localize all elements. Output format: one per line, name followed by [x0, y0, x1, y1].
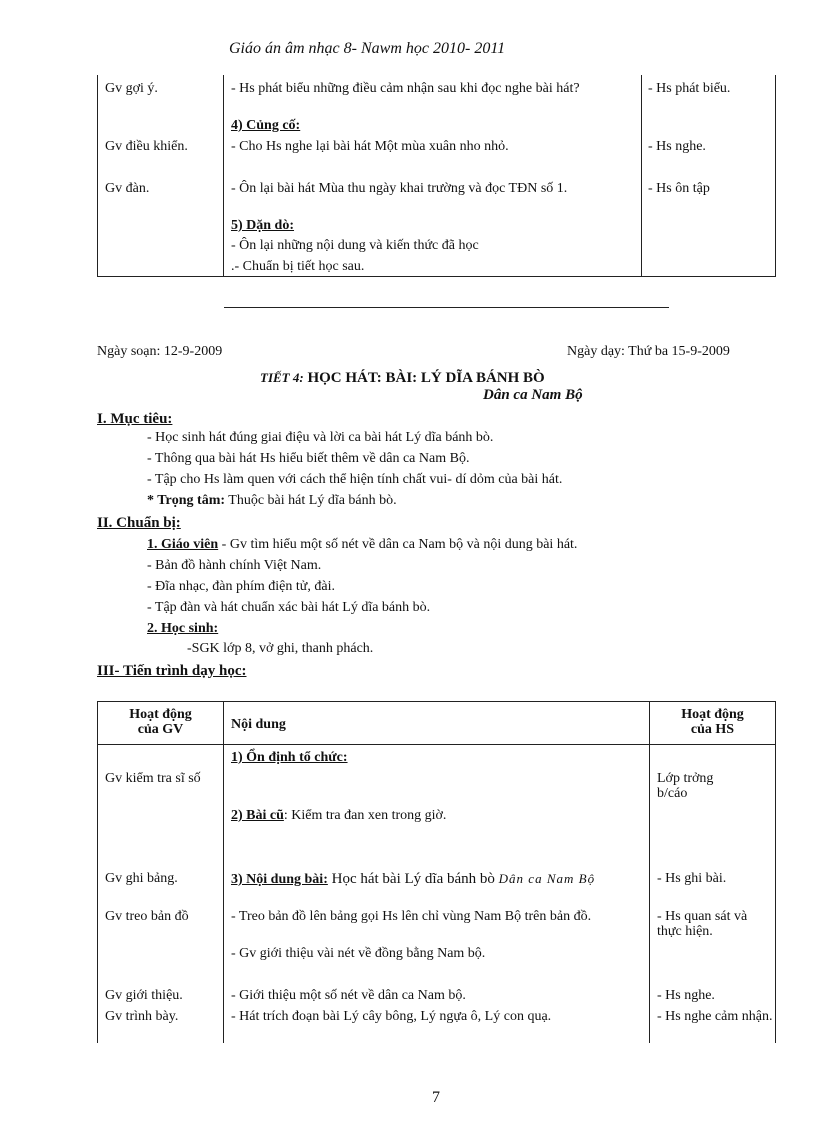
- old-text: : Kiểm tra đan xen trong giờ.: [283, 808, 447, 823]
- new-label: 3) Nội dung bài:: [231, 872, 328, 887]
- content-text: - Ôn lại bài hát Mùa thu ngày khai trường và đọc TĐN số 1.: [231, 181, 568, 196]
- header-hs: [650, 707, 775, 737]
- gv-activity: Gv điều khiển.: [105, 139, 188, 154]
- content-text: - Hát trích đoạn bài Lý cây bông, Lý ngựa ô, Lý con quạ.: [231, 1009, 552, 1024]
- gv-activity: Gv trình bày.: [105, 1009, 179, 1024]
- teacher-text: - Gv tìm hiểu một số nét về dân ca Nam bộ và nội dung bài hát.: [218, 537, 578, 552]
- content-text: - Hs phát biểu những điều cảm nhận sau khi đọc nghe bài hát?: [231, 81, 580, 96]
- hs-activity: - Hs ghi bài.: [657, 871, 727, 886]
- section-heading: 1) Ổn định tổ chức:: [231, 750, 348, 765]
- student-label: 2. Học sinh:: [147, 621, 219, 636]
- content-text: - Ôn lại những nội dung và kiến thức đã học: [231, 238, 479, 253]
- header-gv-line: Hoạt động: [129, 707, 192, 722]
- hs-activity: - Hs nghe.: [657, 988, 715, 1003]
- teacher-item: - Đĩa nhạc, đàn phím điện tử, đài.: [147, 579, 335, 594]
- hs-activity: - Hs ôn tập: [648, 181, 710, 196]
- new-italic: Dân ca Nam Bộ: [498, 871, 596, 886]
- lesson-title: [260, 370, 545, 386]
- content-text: - Gv giới thiệu vài nét về đồng bằng Nam bộ.: [231, 946, 486, 961]
- hs-activity: - Hs nghe.: [648, 139, 706, 154]
- teacher-label: 1. Giáo viên: [147, 537, 219, 552]
- hs-activity: - Hs quan sát và thực hiện.: [657, 909, 748, 939]
- objective-item: - Tập cho Hs làm quen với cách thể hiện tính chất vui- dí dỏm của bài hát.: [147, 472, 563, 487]
- page-number: 7: [432, 1089, 440, 1106]
- lesson-subtitle: Dân ca Nam Bộ: [483, 387, 583, 403]
- header-gv: [98, 707, 223, 737]
- lesson-name: HỌC HÁT: BÀI: LÝ DĨA BÁNH BÒ: [307, 370, 545, 386]
- content-text: - Treo bản đồ lên bảng gọi Hs lên chỉ vùng Nam Bộ trên bản đồ.: [231, 909, 592, 924]
- prepared-date: Ngày soạn: 12-9-2009: [97, 344, 223, 359]
- focus-label: * Trọng tâm:: [147, 493, 226, 508]
- objective-item: - Thông qua bài hát Hs hiểu biết thêm về dân ca Nam Bộ.: [147, 451, 470, 466]
- gv-activity: Gv ghi bảng.: [105, 871, 178, 886]
- old-label: 2) Bài cũ: [231, 808, 284, 823]
- section-heading: 4) Củng cố:: [231, 118, 301, 133]
- student-text: -SGK lớp 8, vở ghi, thanh phách.: [187, 641, 374, 656]
- preparation-heading: II. Chuẩn bị:: [97, 515, 181, 531]
- section-heading: 5) Dặn dò:: [231, 218, 295, 233]
- gv-activity: Gv kiểm tra sĩ số: [105, 771, 201, 786]
- teacher-line: [147, 537, 577, 553]
- divider: [224, 307, 669, 308]
- page-header: Giáo án âm nhạc 8- Nawm học 2010- 2011: [229, 40, 506, 57]
- hs-activity: - Hs phát biểu.: [648, 81, 731, 96]
- content-text: .- Chuẩn bị tiết học sau.: [231, 259, 365, 274]
- focus-text: Thuộc bài hát Lý dĩa bánh bò.: [225, 493, 397, 508]
- gv-activity: Gv đàn.: [105, 181, 150, 196]
- objectives-heading: I. Mục tiêu:: [97, 411, 173, 427]
- objective-item: - Học sinh hát đúng giai điệu và lời ca bài hát Lý dĩa bánh bò.: [147, 430, 494, 445]
- header-hs-line: Hoạt động: [681, 707, 744, 722]
- gv-activity: Gv giới thiệu.: [105, 988, 183, 1003]
- header-gv-line: của GV: [137, 722, 184, 737]
- header-hs-line: của HS: [690, 722, 735, 737]
- gv-activity: Gv treo bản đồ: [105, 909, 189, 924]
- taught-date: Ngày dạy: Thứ ba 15-9-2009: [567, 344, 730, 359]
- content-text: - Giới thiệu một số nét về dân ca Nam bộ.: [231, 988, 466, 1003]
- teacher-item: - Bản đồ hành chính Việt Nam.: [147, 558, 322, 573]
- gv-activity: Gv gợi ý.: [105, 81, 158, 96]
- focus-line: [147, 493, 397, 509]
- teacher-item: - Tập đàn và hát chuẩn xác bài hát Lý dĩa bánh bò.: [147, 600, 431, 615]
- new-lesson: [231, 871, 641, 887]
- content-text: - Cho Hs nghe lại bài hát Một mùa xuân nho nhỏ.: [231, 139, 509, 154]
- header-content: Nội dung: [231, 717, 286, 732]
- new-text: Học hát bài Lý dĩa bánh bò: [327, 871, 499, 887]
- hs-activity: - Hs nghe cảm nhận.: [657, 1009, 773, 1024]
- lesson-label: TIẾT 4:: [260, 370, 304, 385]
- process-heading: III- Tiến trình dạy học:: [97, 663, 247, 679]
- old-lesson: [231, 808, 446, 823]
- hs-activity: Lớp trởng b/cáo: [657, 771, 714, 801]
